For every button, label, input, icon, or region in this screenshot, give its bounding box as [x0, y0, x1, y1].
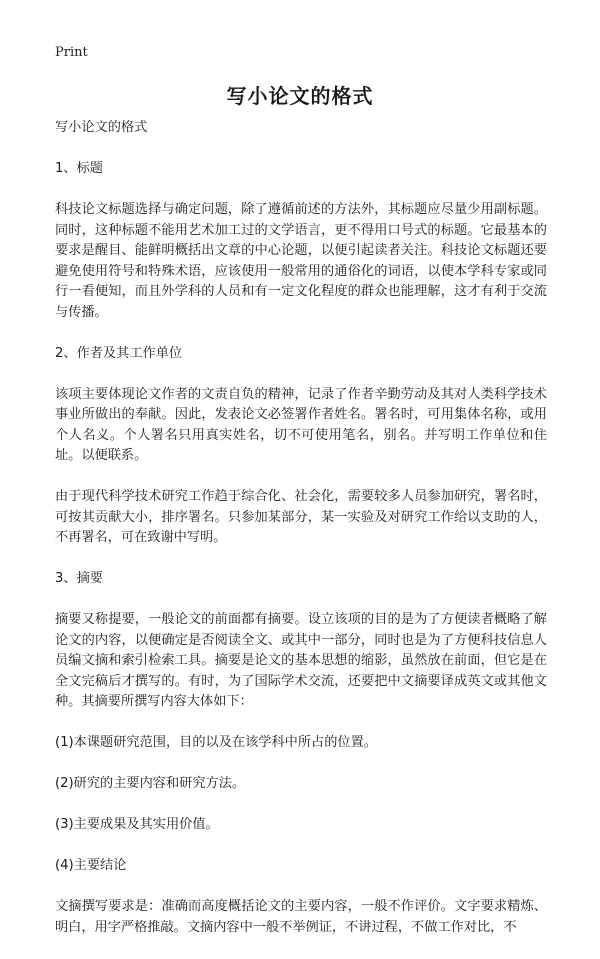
section-paragraph: 科技论文标题选择与确定问题，除了遵循前述的方法外，其标题应尽量少用副标题。同时，这种标题不能用艺术加工过的文学语言，更不得用口号式的标题。它最基本的要求是醒目、能鲜明概括出文章的中心论题，以便引起读者关注。科技论文标题还要避免使用符号和特殊术语，应该使用一般常用的通俗化的词语，以使本学科专家或同行一看便知，而且外学科的人员和有一定文化程度的群众也能理解，这才有利于交流与传播。: [55, 202, 547, 320]
list-item: (2)研究的主要内容和研究方法。: [55, 776, 246, 791]
list-item: (1)本课题研究范围，目的以及在该学科中所占的位置。: [55, 735, 377, 750]
section-paragraph: 由于现代科学技术研究工作趋于综合化、社会化，需要较多人员参加研究，署名时，可按其贡献大小，排序署名。只参加某部分，某一实验及对研究工作给以支助的人，不再署名，可在致谢中写明。: [55, 489, 547, 545]
list-item: (4)主要结论: [55, 858, 127, 873]
section-heading-abstract: 3、摘要: [55, 571, 103, 586]
document-subtitle: 写小论文的格式: [55, 120, 148, 135]
document-body: [55, 118, 547, 959]
section-heading-title: 1、标题: [55, 161, 103, 176]
section-paragraph: 文摘撰写要求是：准确而高度概括论文的主要内容，一般不作评价。文字要求精炼、明白，用字严格推敲。文摘内容中一般不举例证，不讲过程，不做工作对比，不: [55, 899, 547, 935]
print-link[interactable]: Print: [55, 45, 88, 60]
section-heading-author: 2、作者及其工作单位: [55, 345, 183, 361]
section-paragraph: 该项主要体现论文作者的文责自负的精神，记录了作者辛勤劳动及其对人类科学技术事业所做出的奉献。因此，发表论文必签署作者姓名。署名时，可用集体名称，或用个人名义。个人署名只用真实姓名，切不可使用笔名，别名。并写明工作单位和住址。以便联系。: [55, 386, 547, 463]
list-item: (3)主要成果及其实用价值。: [55, 817, 219, 832]
page-title: 写小论文的格式: [226, 84, 374, 108]
section-paragraph: 摘要又称提要，一般论文的前面都有摘要。设立该项的目的是为了方便读者概略了解论文的内容，以便确定是否阅读全文、或其中一部分，同时也是为了方便科技信息人员编文摘和索引检索工具。摘要是论文的基本思想的缩影，虽然放在前面，但它是在全文完稿后才撰写的。有时，为了国际学术交流，还要把中文摘要译成英文或其他文种。其摘要所撰写内容大体如下：: [55, 612, 547, 709]
